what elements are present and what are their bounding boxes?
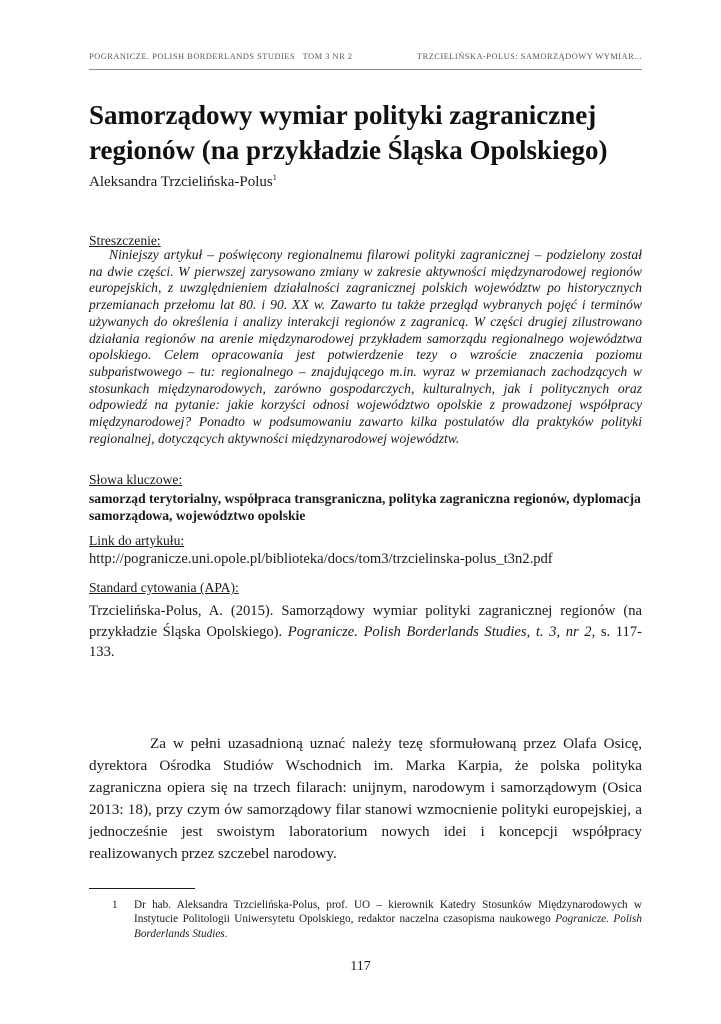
author-footnote-mark: 1 xyxy=(272,173,277,182)
footnote-journal: Pogranicze. Polish Borderlands Studies xyxy=(134,913,642,940)
abstract-label: Streszczenie: xyxy=(89,233,161,248)
title-line-2: regionów (na przykładzie Śląska Opolskiego) xyxy=(89,135,608,165)
abstract-text: Niniejszy artykuł – poświęcony regionalnemu filarowi polityki zagranicznej – podzielony został na dwie części. W pierwszej zarysowano zmiany w zakresie aktywności międzynarodowej regionów europejskich, z uwzględnieniem działalności zagranicznej polskich województw po historycznych przemianach przełomu lat 80. i 90. XX w. Zawarto tu także przegląd wybranych pojęć i terminów używanych do określenia i analizy interakcji regionów z zagranicą. W części drugiej zilustrowano działania regionów na arenie międzynarodowej przykładem samorządu regionalnego województwa opolskiego. Celem opracowania jest potwierdzenie tezy o wzroście znaczenia poziomu subpaństwowego – tu: regionalnego – znajdującego m.in. wyraz w przemianach zachodzących w stosunkach międzynarodowych, zarówno gospodarczych, kulturalnych, jak i politycznych oraz odpowiedź na pytanie: jakie korzyści odnosi województwo opolskie z prowadzonej współpracy międzynarodowej? Ponadto w podsumowaniu zawarto kilka postulatów dla praktyków polityki regionalnej, dotyczących aktywności międzynarodowej województw. xyxy=(89,247,642,446)
footnote-text xyxy=(134,898,642,941)
citation-plain: Trzcielińska-Polus, A. (2015). Samorządowy wymiar polityki zagranicznej regionów (na przykładzie Śląska Opolskiego). xyxy=(89,603,642,640)
journal-header: POGRANICZE. POLISH BORDERLANDS STUDIES TOM 3 NR 2 xyxy=(89,52,353,61)
article-link[interactable]: http://pogranicze.uni.opole.pl/biblioteka/docs/tom3/trzcielinska-polus_t3n2.pdf xyxy=(89,551,553,567)
article-title xyxy=(89,98,642,168)
citation-text xyxy=(89,601,642,663)
header-rule xyxy=(89,69,642,70)
footnote xyxy=(89,898,642,941)
keywords-text: samorząd terytorialny, współpraca transgraniczna, polityka zagraniczna regionów, dyplomacja samorządowa, województwo opolskie xyxy=(89,491,641,523)
citation-pages: s. 117-133. xyxy=(89,623,642,660)
footnote-body: Dr hab. Aleksandra Trzcielińska-Polus, prof. UO – kierownik Katedry Stosunków Międzynarodowych w Instytucie Politologii Uniwersytetu Opolskiego, redaktor naczelna czasopisma naukowego xyxy=(134,899,642,926)
author-line xyxy=(89,172,642,192)
body-paragraph: Za w pełni uzasadnioną uznać należy tezę sformułowaną przez Olafa Osicę, dyrektora Ośrodka Studiów Wschodnich im. Marka Karpia, że polska polityka zagraniczna opiera się na trzech filarach: unijnym, narodowym i samorządowym (Osica 2013: 18), przy czym ów samorządowy filar stanowi wzmocnienie polityki europejskiej, a jednocześnie jest swoistym laboratorium nowych idei i koncepcji współpracy realizowanych przez szczebel narodowy. xyxy=(89,735,642,862)
footnote-rule xyxy=(89,888,195,889)
title-line-1: Samorządowy wymiar polityki zagranicznej xyxy=(89,100,597,130)
author-name: Aleksandra Trzcielińska-Polus xyxy=(89,174,273,190)
running-title: TRZCIELIŃSKA-POLUS: SAMORZĄDOWY WYMIAR... xyxy=(417,52,642,61)
running-header xyxy=(89,52,642,61)
citation-journal: Pogranicze. Polish Borderlands Studies, t. 3, nr 2, xyxy=(287,623,596,640)
link-label: Link do artykułu: xyxy=(89,533,185,548)
footnote-end: . xyxy=(224,927,228,940)
page-number: 117 xyxy=(350,959,371,974)
footnote-number: 1 xyxy=(112,899,118,911)
citation-label: Standard cytowania (APA): xyxy=(89,580,239,595)
keywords-label: Słowa kluczowe: xyxy=(89,472,183,487)
